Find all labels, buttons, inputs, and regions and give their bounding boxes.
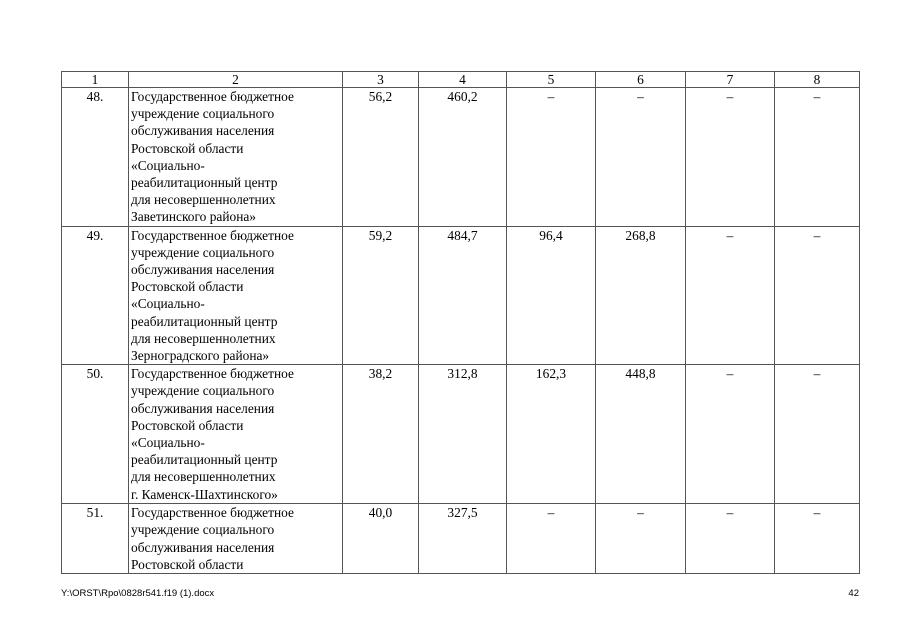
cell-col3: 59,2 [343, 226, 419, 365]
name-line: реабилитационный центр [131, 175, 278, 191]
table-row [62, 88, 860, 227]
institution-name [129, 504, 343, 574]
cell-col3: 38,2 [343, 365, 419, 504]
cell-col5: – [507, 88, 596, 227]
cell-col7: – [686, 504, 775, 574]
cell-col4: 312,8 [419, 365, 507, 504]
row-number: 49. [62, 226, 129, 365]
name-line: учреждение социального [131, 522, 275, 538]
cell-col3: 56,2 [343, 88, 419, 227]
name-line: «Социально- [131, 157, 205, 173]
name-line: учреждение социального [131, 106, 275, 122]
column-header: 8 [775, 72, 860, 88]
cell-col7: – [686, 226, 775, 365]
page-number: 42 [848, 588, 859, 599]
cell-col8: – [775, 226, 860, 365]
cell-col6: 448,8 [596, 365, 686, 504]
cell-col8: – [775, 88, 860, 227]
name-line: Ростовской области [131, 140, 244, 156]
name-line: Государственное бюджетное [131, 227, 294, 243]
name-line: Зерноградского района» [131, 348, 270, 364]
cell-col4: 327,5 [419, 504, 507, 574]
name-line: учреждение социального [131, 383, 275, 399]
cell-col5: – [507, 504, 596, 574]
column-header: 3 [343, 72, 419, 88]
cell-col7: – [686, 365, 775, 504]
header-row [62, 72, 860, 88]
name-line: обслуживания населения [131, 262, 275, 278]
institution-name [129, 365, 343, 504]
name-line: Ростовской области [131, 279, 244, 295]
table-row [62, 226, 860, 365]
column-header: 6 [596, 72, 686, 88]
column-header: 7 [686, 72, 775, 88]
name-line: Ростовской области [131, 417, 244, 433]
cell-col6: 268,8 [596, 226, 686, 365]
column-header: 1 [62, 72, 129, 88]
row-number: 48. [62, 88, 129, 227]
data-table [61, 71, 860, 574]
name-line: обслуживания населения [131, 400, 275, 416]
column-header: 5 [507, 72, 596, 88]
cell-col4: 460,2 [419, 88, 507, 227]
cell-col6: – [596, 504, 686, 574]
cell-col4: 484,7 [419, 226, 507, 365]
row-number: 50. [62, 365, 129, 504]
institution-name [129, 88, 343, 227]
name-line: Государственное бюджетное [131, 505, 294, 521]
column-header: 2 [129, 72, 343, 88]
name-line: Ростовской области [131, 556, 244, 572]
name-line: для несовершеннолетних [131, 469, 276, 485]
name-line: «Социально- [131, 435, 205, 451]
name-line: реабилитационный центр [131, 452, 278, 468]
name-line: «Социально- [131, 296, 205, 312]
cell-col6: – [596, 88, 686, 227]
cell-col3: 40,0 [343, 504, 419, 574]
name-line: Государственное бюджетное [131, 366, 294, 382]
row-number: 51. [62, 504, 129, 574]
name-line: Государственное бюджетное [131, 89, 294, 104]
cell-col7: – [686, 88, 775, 227]
column-header: 4 [419, 72, 507, 88]
footer-file-path: Y:\ORST\Rpo\0828r541.f19 (1).docx [61, 588, 215, 599]
cell-col8: – [775, 504, 860, 574]
cell-col5: 162,3 [507, 365, 596, 504]
name-line: обслуживания населения [131, 539, 275, 555]
name-line: для несовершеннолетних [131, 330, 276, 346]
cell-col8: – [775, 365, 860, 504]
institution-name [129, 226, 343, 365]
name-line: Заветинского района» [131, 209, 256, 225]
name-line: г. Каменск-Шахтинского» [131, 486, 278, 502]
name-line: реабилитационный центр [131, 313, 278, 329]
table-row [62, 504, 860, 574]
name-line: учреждение социального [131, 244, 275, 260]
table-row [62, 365, 860, 504]
name-line: обслуживания населения [131, 123, 275, 139]
name-line: для несовершеннолетних [131, 192, 276, 208]
cell-col5: 96,4 [507, 226, 596, 365]
